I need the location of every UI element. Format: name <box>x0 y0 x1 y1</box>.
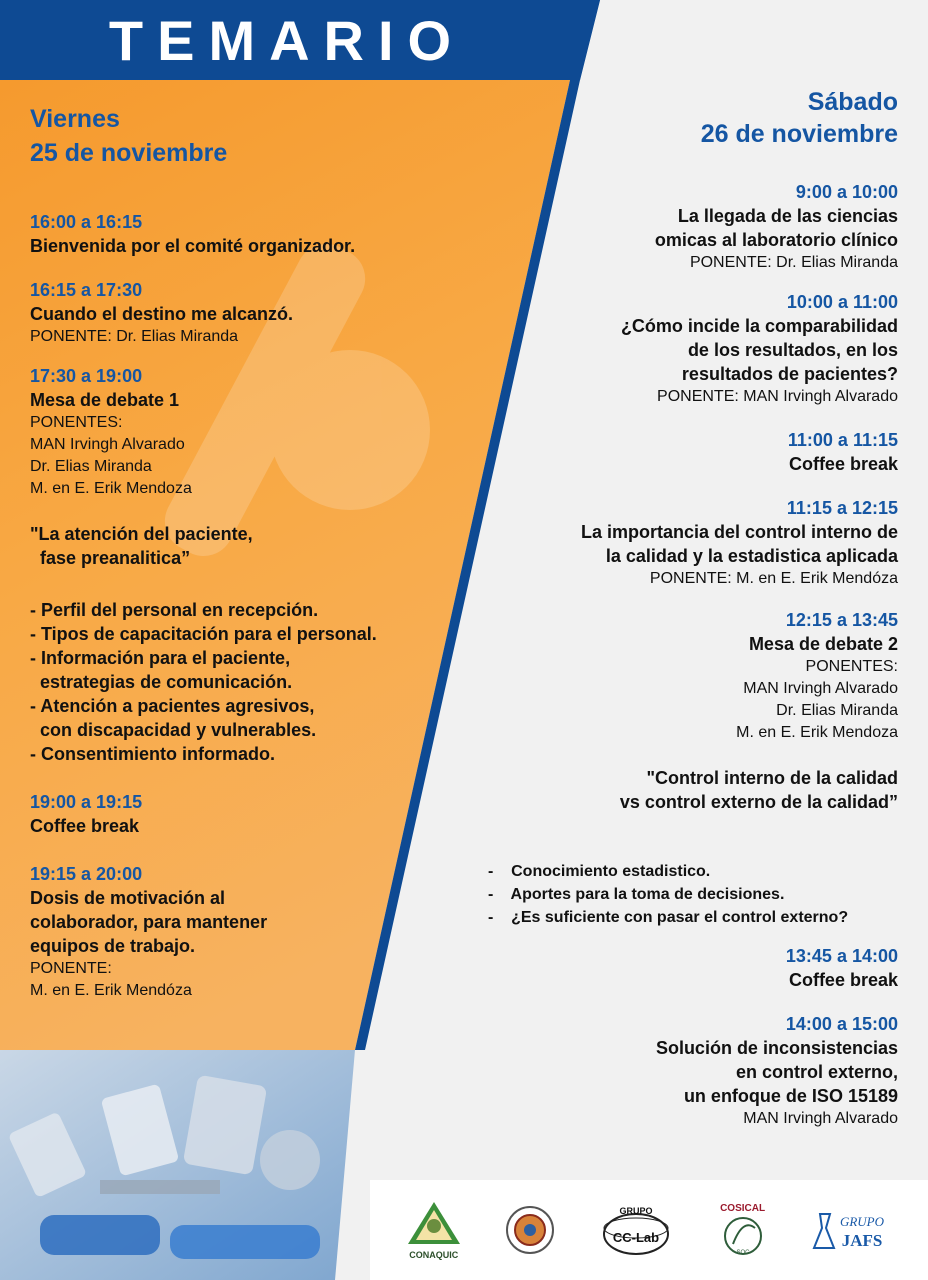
saturday-schedule <box>478 86 898 814</box>
session-topic: Mesa de debate 1 <box>30 390 180 410</box>
session-time: 16:00 a 16:15 <box>30 212 143 232</box>
saturday-day: Sábado <box>807 88 898 116</box>
page-title: TEMARIO <box>108 8 466 72</box>
bullet-item: - Tipos de capacitación para el personal. <box>30 624 377 644</box>
cosical-logo <box>717 1203 769 1258</box>
sponsor-logos <box>370 1180 928 1280</box>
speakers-label: PONENTES: <box>805 658 898 675</box>
friday-day: Viernes <box>30 105 120 133</box>
friday-date: 25 de noviembre <box>30 139 228 167</box>
saturday-schedule-late <box>478 944 898 1130</box>
friday-session-4 <box>30 790 470 838</box>
jafs-icon <box>812 1208 892 1252</box>
session-time: 11:15 a 12:15 <box>786 498 898 518</box>
friday-session-2 <box>30 278 470 348</box>
speaker-name: MAN Irvingh Alvarado <box>743 680 898 697</box>
conaquic-label: CONAQUIC <box>409 1250 459 1260</box>
session-topic: Bienvenida por el comité organizador. <box>30 236 356 256</box>
session-time: 9:00 a 10:00 <box>795 182 898 202</box>
bullet-item: - ¿Es suficiente con pasar el control externo? <box>488 909 849 926</box>
saturday-date: 26 de noviembre <box>700 120 898 148</box>
conaquic-logo <box>406 1200 462 1260</box>
session-speaker: PONENTE: M. en E. Erik Mendóza <box>649 570 898 587</box>
friday-schedule <box>30 102 470 1002</box>
saturday-session-3 <box>478 428 898 476</box>
session-topic: ¿Cómo incide la comparabilidad de los resultados, en los resultados de pacientes? <box>620 316 898 384</box>
bullet-item: - Aportes para la toma de decisiones. <box>488 886 785 903</box>
saturday-session-4 <box>478 496 898 590</box>
session-time: 16:15 a 17:30 <box>30 280 143 300</box>
saturday-session-2 <box>478 290 898 408</box>
session-topic: Coffee break <box>30 816 140 836</box>
speaker-name: M. en E. Erik Mendoza <box>30 480 192 497</box>
seal-icon <box>505 1205 555 1255</box>
cosical-emblem-icon <box>717 1214 769 1258</box>
session-speaker: PONENTE: Dr. Elias Miranda <box>30 328 239 345</box>
bullet-item: - Información para el paciente, estrategias de comunicación. <box>30 648 293 692</box>
session-topic: Dosis de motivación al colaborador, para mantener equipos de trabajo. <box>30 888 268 956</box>
friday-session-1 <box>30 210 470 258</box>
debate-bullets <box>30 598 470 766</box>
session-topic: Coffee break <box>788 970 898 990</box>
session-time: 12:15 a 13:45 <box>785 610 898 630</box>
jafs-main-label: JAFS <box>841 1231 883 1250</box>
session-speaker: PONENTE: MAN Irvingh Alvarado <box>657 388 898 405</box>
cclab-top-label: GRUPO <box>619 1206 653 1216</box>
jafs-logo <box>812 1208 892 1252</box>
cclab-logo <box>599 1202 673 1258</box>
speaker-name: Dr. Elias Miranda <box>776 702 898 719</box>
debate-quote: "Control interno de la calidad vs control externo de la calidad” <box>619 768 898 812</box>
speakers-label: PONENTE: <box>30 960 112 977</box>
speaker-name: MAN Irvingh Alvarado <box>30 436 185 453</box>
saturday-session-5 <box>478 608 898 814</box>
cosical-label: COSICAL <box>720 1202 766 1214</box>
session-time: 14:00 a 15:00 <box>785 1014 898 1034</box>
cclab-icon <box>599 1202 673 1258</box>
session-time: 19:00 a 19:15 <box>30 792 143 812</box>
session-time: 17:30 a 19:00 <box>30 366 143 386</box>
cclab-main-label: CC-Lab <box>612 1230 660 1245</box>
conaquic-emblem-icon <box>406 1200 462 1250</box>
cosical-sub-label: SOC <box>736 1249 750 1256</box>
session-topic: Solución de inconsistencias en control externo, un enfoque de ISO 15189 <box>655 1038 898 1106</box>
session-time: 11:00 a 11:15 <box>787 430 898 450</box>
session-time: 13:45 a 14:00 <box>785 946 898 966</box>
session-time: 19:15 a 20:00 <box>30 864 143 884</box>
session-speaker: MAN Irvingh Alvarado <box>743 1110 898 1127</box>
session-time: 10:00 a 11:00 <box>786 292 898 312</box>
friday-session-3 <box>30 364 470 766</box>
colegio-seal-logo <box>505 1205 555 1255</box>
session-topic: La importancia del control interno de la calidad y la estadistica aplicada <box>580 522 898 566</box>
jafs-top-label: GRUPO <box>840 1214 885 1229</box>
session-topic: La llegada de las ciencias omicas al laboratorio clínico <box>654 206 898 250</box>
friday-session-5 <box>30 862 470 1002</box>
bullet-item: - Atención a pacientes agresivos, con discapacidad y vulnerables. <box>30 696 317 740</box>
bullet-item: - Consentimiento informado. <box>30 744 275 764</box>
speaker-name: Dr. Elias Miranda <box>30 458 152 475</box>
saturday-session-6 <box>478 944 898 992</box>
debate-quote: "La atención del paciente, fase preanalitica” <box>30 524 253 568</box>
session-topic: Coffee break <box>788 454 898 474</box>
bullet-item: - Conocimiento estadistico. <box>488 863 711 880</box>
saturday-debate-bullets <box>488 860 908 929</box>
session-topic: Cuando el destino me alcanzó. <box>30 304 294 324</box>
speaker-name: M. en E. Erik Mendóza <box>30 982 192 999</box>
session-speaker: PONENTE: Dr. Elias Miranda <box>689 254 898 271</box>
saturday-session-7 <box>478 1012 898 1130</box>
speakers-label: PONENTES: <box>30 414 123 431</box>
speaker-name: M. en E. Erik Mendoza <box>736 724 898 741</box>
saturday-session-1 <box>478 180 898 274</box>
session-topic: Mesa de debate 2 <box>748 634 898 654</box>
bullet-item: - Perfil del personal en recepción. <box>30 600 319 620</box>
